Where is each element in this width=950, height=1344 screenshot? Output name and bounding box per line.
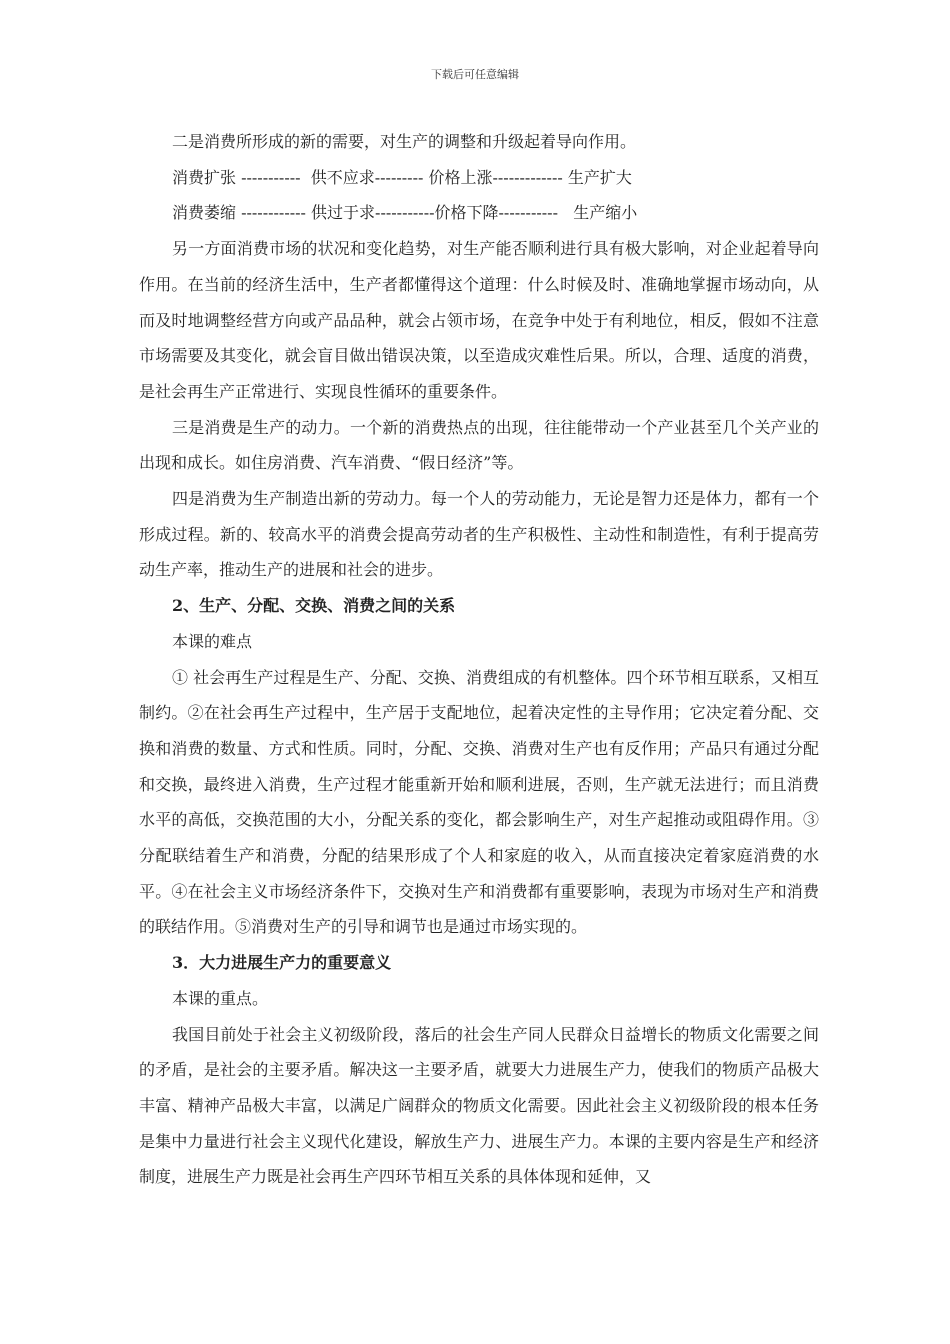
paragraph: ① 社会再生产过程是生产、分配、交换、消费组成的有机整体。四个环节相互联系，又相互制约。②在社会再生产过程中，生产居于支配地位，起着决定性的主导作用；它决定着分配、交换和消费的数量、方式和性质。同时，分配、交换、消费对生产也有反作用；产品只有通过分配和交换，最终进入消费，生产过程才能重新开始和顺利进展，否则，生产就无法进行；而且消费水平的高低，交换范围的大小，分配关系的变化，都会影响生产，对生产起推动或阻碍作用。③分配联结着生产和消费，分配的结果形成了个人和家庭的收入，从而直接决定着家庭消费的水平。④在社会主义市场经济条件下，交换对生产和消费都有重要影响，表现为市场对生产和消费的联结作用。⑤消费对生产的引导和调节也是通过市场实现的。 [139, 667, 819, 937]
flow-line-contraction: 消费萎缩 ------------ 供过于求-----------价格下降----------- 生产缩小 [172, 203, 638, 223]
document-body [139, 124, 819, 1195]
paragraph: 三是消费是生产的动力。一个新的消费热点的出现，往往能带动一个产业甚至几个关产业的出现和成长。如住房消费、汽车消费、“假日经济”等。 [139, 417, 819, 473]
paragraph: 我国目前处于社会主义初级阶段，落后的社会生产同人民群众日益增长的物质文化需要之间的矛盾，是社会的主要矛盾。解决这一主要矛盾，就要大力进展生产力，使我们的物质产品极大丰富、精神产品极大丰富，以满足广阔群众的物质文化需要。因此社会主义初级阶段的根本任务是集中力量进行社会主义现代化建设，解放生产力、进展生产力。本课的主要内容是生产和经济制度，进展生产力既是社会再生产四环节相互关系的具体体现和延伸，又 [139, 1024, 819, 1187]
section-heading: 3．大力进展生产力的重要意义 [172, 953, 392, 973]
section-heading: 2、生产、分配、交换、消费之间的关系 [172, 596, 456, 616]
paragraph: 二是消费所形成的新的需要，对生产的调整和升级起着导向作用。 [172, 132, 637, 151]
paragraph: 四是消费为生产制造出新的劳动力。每一个人的劳动能力，无论是智力还是体力，都有一个形成过程。新的、较高水平的消费会提高劳动者的生产积极性、主动性和制造性，有利于提高劳动生产率，推动生产的进展和社会的进步。 [139, 489, 819, 580]
paragraph: 本课的重点。 [172, 988, 269, 1008]
flow-line-expansion: 消费扩张 ----------- 供不应求--------- 价格上涨------------- 生产扩大 [172, 167, 632, 187]
paragraph: 本课的难点 [172, 631, 253, 651]
paragraph: 另一方面消费市场的状况和变化趋势，对生产能否顺利进行具有极大影响，对企业起着导向作用。在当前的经济生活中，生产者都懂得这个道理：什么时候及时、准确地掌握市场动向，从而及时地调整经营方向或产品品种，就会占领市场，在竞争中处于有利地位，相反，假如不注意市场需要及其变化，就会盲目做出错误决策，以至造成灾难性后果。所以，合理、适度的消费，是社会再生产正常进行、实现良性循环的重要条件。 [139, 239, 819, 401]
page-header: 下载后可任意编辑 [431, 68, 519, 81]
